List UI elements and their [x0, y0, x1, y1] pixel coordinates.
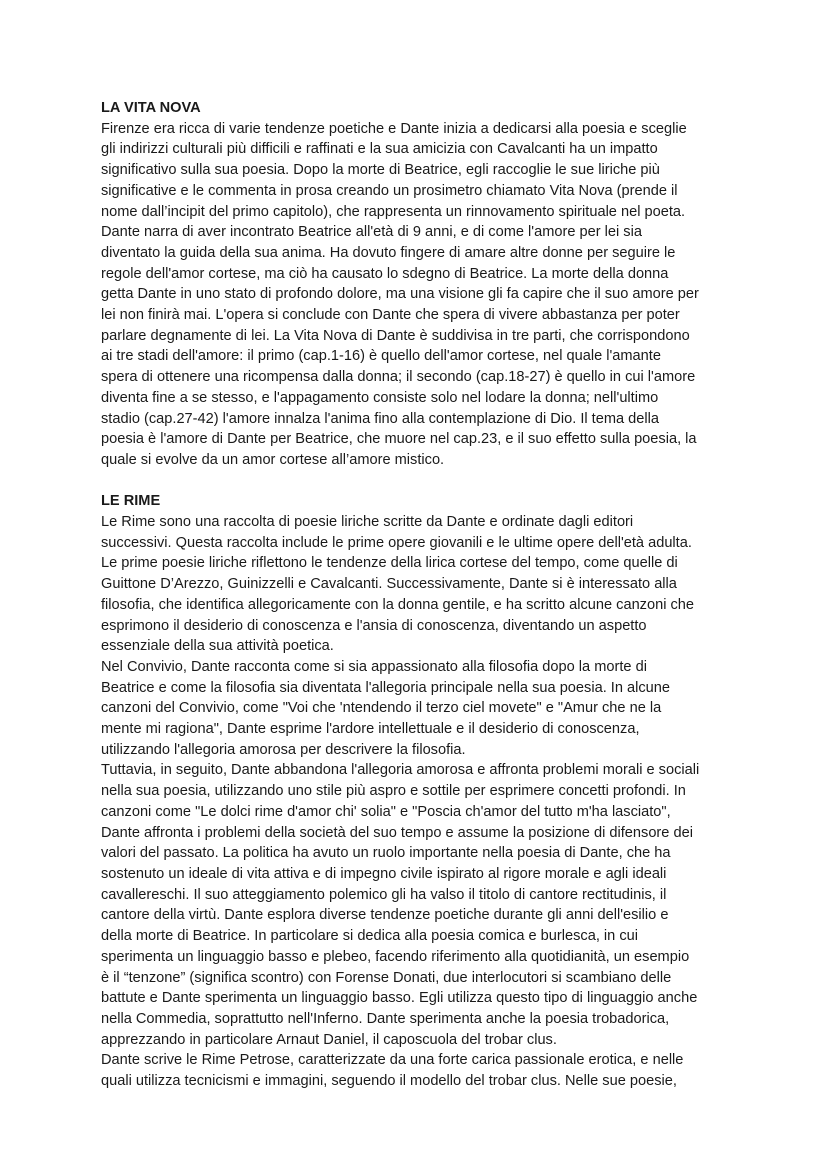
- text-line: quale si evolve da un amor cortese all’amore mistico.: [101, 451, 445, 468]
- text-line: significative e le commenta in prosa creando un prosimetro chiamato Vita Nova (prende il: [101, 182, 678, 199]
- text-line: significativo sulla sua poesia. Dopo la morte di Beatrice, egli raccoglie le sue liriche più: [101, 162, 660, 179]
- paragraph: [101, 657, 721, 761]
- text-line: canzoni come "Le dolci rime d'amor chi' solia" e "Poscia ch'amor del tutto m'ha lasciato",: [101, 803, 671, 820]
- text-line: gli indirizzi culturali più difficili e raffinati e la sua amicizia con Cavalcanti ha un impatto: [101, 141, 658, 158]
- paragraph: [101, 760, 721, 1050]
- text-line: canzoni del Convivio, come "Voi che 'ntendendo il terzo ciel movete" e "Amur che ne la: [101, 700, 662, 717]
- text-line: filosofia, che identifica allegoricamente con la donna gentile, e ha scritto alcune canzoni che: [101, 596, 695, 613]
- section-title: LA VITA NOVA: [101, 100, 201, 116]
- text-line: Beatrice e come la filosofia sia diventata l'allegoria principale nella sua poesia. In alcune: [101, 679, 671, 696]
- section-title: LE RIME: [101, 493, 161, 510]
- text-line: quali utilizza tecnicismi e immagini, seguendo il modello del trobar clus. Nelle sue poesie,: [101, 1073, 677, 1090]
- text-line: Dante scrive le Rime Petrose, caratterizzate da una forte carica passionale erotica, e nelle: [101, 1052, 684, 1069]
- text-line: parlare degnamente di lei. La Vita Nova di Dante è suddivisa in tre parti, che corrispondono: [101, 327, 690, 344]
- text-line: nella sua poesia, utilizzando uno stile più aspro e sottile per esprimere concetti profondi. In: [101, 783, 686, 800]
- text-line: ai tre stadi dell'amore: il primo (cap.1-16) è quello dell'amor cortese, nel quale l'amante: [101, 348, 661, 365]
- text-line: sperimenta un linguaggio basso e plebeo, facendo riferimento alla quotidianità, un esempio: [101, 948, 690, 965]
- text-line: nella Commedia, soprattutto nell'Inferno. Dante sperimenta anche la poesia trobadorica,: [101, 1010, 670, 1027]
- section-spacer: [101, 471, 721, 492]
- paragraph: [101, 1050, 721, 1091]
- text-line: Firenze era ricca di varie tendenze poetiche e Dante inizia a dedicarsi alla poesia e sceglie: [101, 120, 687, 137]
- text-line: getta Dante in uno stato di profondo dolore, ma una visione gli fa capire che il suo amore per: [101, 286, 699, 303]
- text-line: successivi. Questa raccolta include le prime opere giovanili e le ultime opere dell'età adulta.: [101, 534, 692, 551]
- text-line: cantore della virtù. Dante esplora diverse tendenze poetiche durante gli anni dell'esilio e: [101, 907, 669, 924]
- text-line: esprimono il desiderio di conoscenza e l'ansia di conoscenza, diventando un aspetto: [101, 617, 647, 634]
- text-line: diventa fine a se stesso, e l'appagamento consiste solo nel lodare la donna; nell'ultimo: [101, 389, 659, 406]
- text-line: Le prime poesie liriche riflettono le tendenze della lirica cortese del tempo, come quelle di: [101, 555, 678, 572]
- text-line: sostenuto un ideale di vita attiva e di impegno civile ispirato al rigore morale e agli ideali: [101, 866, 667, 882]
- text-line: Dante narra di aver incontrato Beatrice all'età di 9 anni, e di come l'amore per lei sia: [101, 224, 642, 241]
- text-line: mente mi ragiona", Dante esprime l'ardore intellettuale e il desiderio di conoscenza,: [101, 721, 640, 738]
- text-line: Nel Convivio, Dante racconta come si sia appassionato alla filosofia dopo la morte di: [101, 658, 647, 675]
- text-line: cavallereschi. Il suo atteggiamento polemico gli ha valso il titolo di cantore rectitudinis, il: [101, 886, 667, 903]
- text-line: apprezzando in particolare Arnaut Daniel, il caposcuola del trobar clus.: [101, 1031, 557, 1048]
- text-line: della morte di Beatrice. In particolare si dedica alla poesia comica e burlesca, in cui: [101, 928, 638, 945]
- section-rime: [101, 491, 721, 1091]
- text-line: lei non finirà mai. L'opera si conclude con Dante che spera di vivere abbastanza per poter: [101, 307, 680, 324]
- paragraph: [101, 119, 721, 471]
- text-line: poesia è l'amore di Dante per Beatrice, che muore nel cap.23, e il suo effetto sulla poesia, la: [101, 431, 697, 448]
- text-line: Le Rime sono una raccolta di poesie liriche scritte da Dante e ordinate dagli editori: [101, 514, 634, 531]
- text-line: Guittone D’Arezzo, Guinizzelli e Cavalcanti. Successivamente, Dante si è interessato alla: [101, 576, 677, 593]
- document-page: [101, 98, 721, 1092]
- paragraph: [101, 512, 721, 657]
- text-line: stadio (cap.27-42) l'amore innalza l'anima fino alla contemplazione di Dio. Il tema della: [101, 410, 659, 427]
- text-line: battute e Dante sperimenta un linguaggio basso. Egli utilizza questo tipo di linguaggio anche: [101, 990, 698, 1007]
- text-line: utilizzando l'allegoria amorosa per descrivere la filosofia.: [101, 741, 466, 758]
- section-vita-nova: [101, 98, 721, 471]
- text-line: Dante affronta i problemi della società del suo tempo e assume la posizione di difensore dei: [101, 824, 693, 841]
- text-line: spera di ottenere una ricompensa dalla donna; il secondo (cap.18-27) è quello in cui l'amore: [101, 369, 696, 386]
- text-line: Tuttavia, in seguito, Dante abbandona l'allegoria amorosa e affronta problemi morali e sociali: [101, 762, 700, 779]
- text-line: essenziale della sua attività poetica.: [101, 638, 334, 655]
- text-line: valori del passato. La politica ha avuto un ruolo importante nella poesia di Dante, che ha: [101, 845, 671, 862]
- text-line: diventato la guida della sua anima. Ha dovuto fingere di amare altre donne per seguire le: [101, 244, 676, 261]
- text-line: nome dall’incipit del primo capitolo), che rappresenta un rinnovamento spirituale nel poeta.: [101, 203, 686, 220]
- text-line: è il “tenzone” (significa scontro) con Forense Donati, due interlocutori si scambiano delle: [101, 969, 672, 986]
- text-line: regole dell'amor cortese, ma ciò ha causato lo sdegno di Beatrice. La morte della donna: [101, 265, 669, 282]
